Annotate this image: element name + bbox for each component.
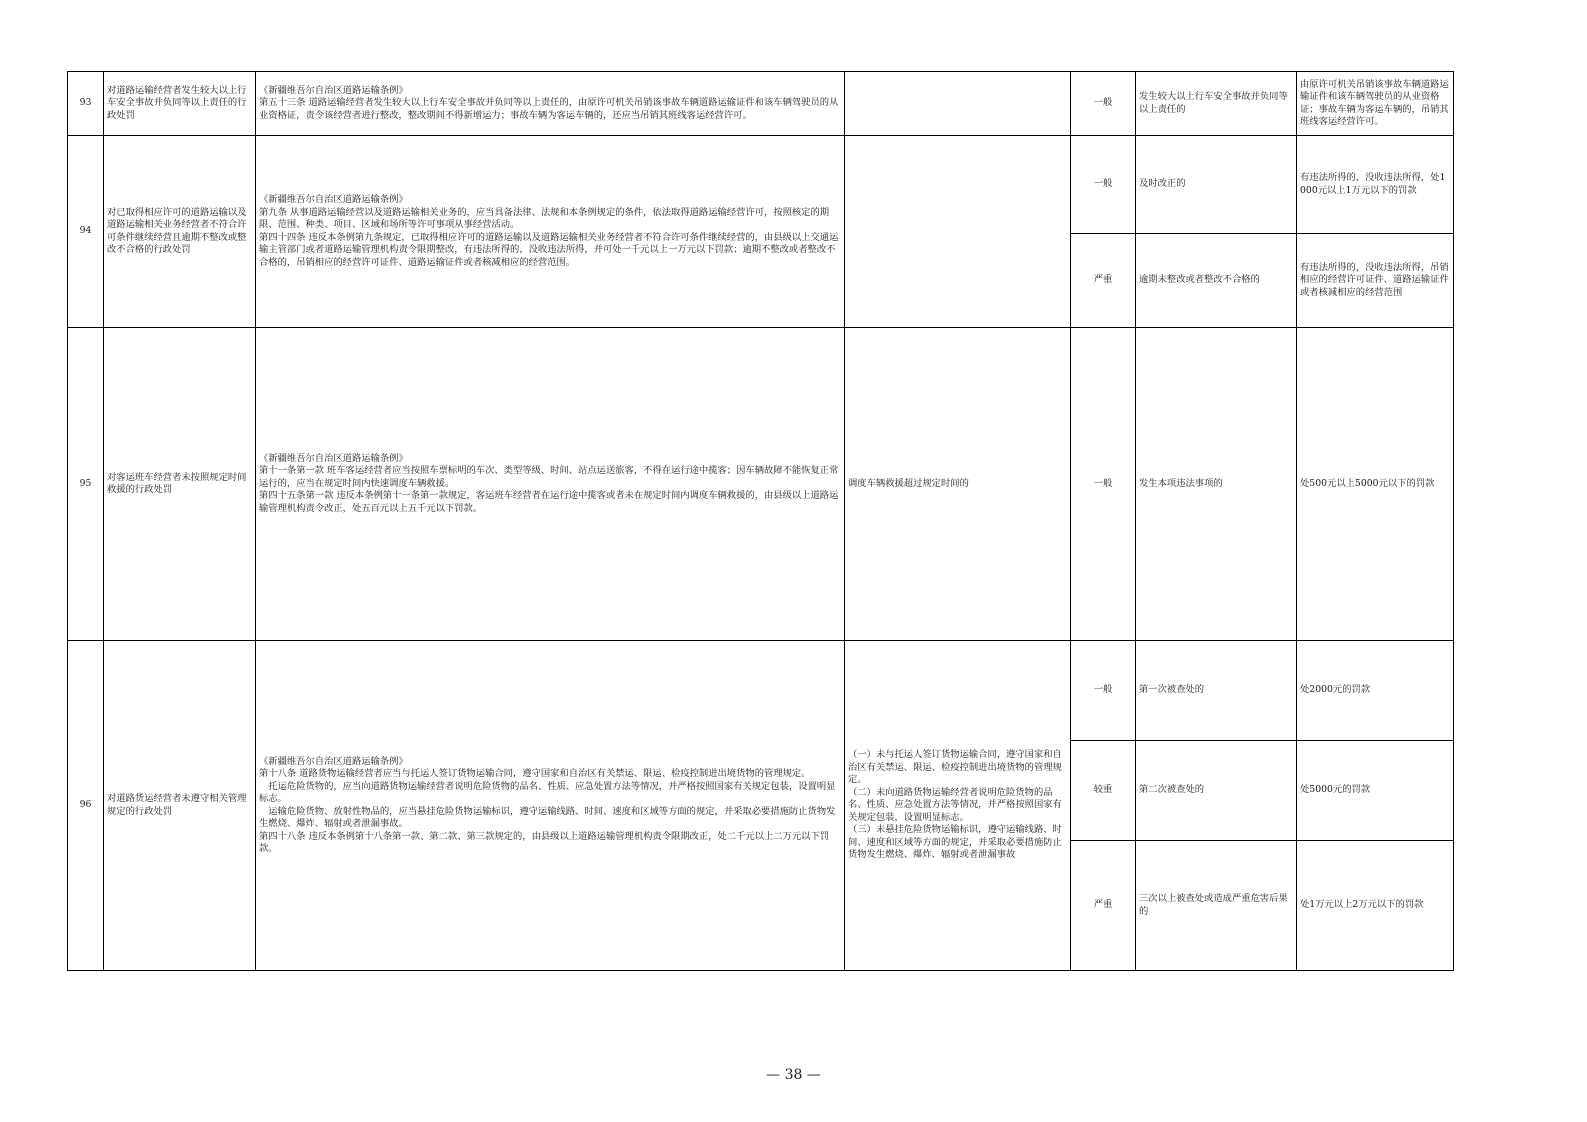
row-number: 96: [68, 641, 104, 971]
penalty-standard: 处1万元以上2万元以下的罚款: [1297, 841, 1454, 971]
penalty-item: 对客运班车经营者未按照规定时间救援的行政处罚: [104, 328, 256, 641]
penalty-standard: 处2000元的罚款: [1297, 641, 1454, 741]
basis-paragraph: 第十八条 道路货物运输经营者应当与托运人签订货物运输合同，遵守国家和自治区有关禁运、限运、检疫控制进出境货物的管理规定。: [259, 768, 811, 779]
legal-basis: [256, 641, 845, 971]
circumstance-paragraph: （三）未悬挂危险货物运输标识，遵守运输线路、时间、速度和区域等方面的规定，并采取必要措施防止货物发生燃烧、爆炸、辐射或者泄漏事故: [848, 824, 1062, 861]
legal-basis: [256, 136, 845, 328]
violation-circumstance: [845, 72, 1071, 136]
penalty-standard: 处500元以上5000元以下的罚款: [1297, 328, 1454, 641]
legal-basis: [256, 328, 845, 641]
row-number: 93: [68, 72, 104, 136]
applicable-condition: 及时改正的: [1136, 136, 1297, 234]
applicable-condition: 第一次被查处的: [1136, 641, 1297, 741]
penalty-standard: 有违法所得的，没收违法所得，吊销相应的经营许可证件、道路运输证件或者核减相应的经营范围: [1297, 234, 1454, 328]
discretion-level: 一般: [1071, 72, 1136, 136]
row-number: 94: [68, 136, 104, 328]
penalty-item: 对道路运输经营者发生较大以上行车安全事故并负同等以上责任的行政处罚: [104, 72, 256, 136]
basis-paragraph: 《新疆维吾尔自治区道路运输条例》: [259, 194, 408, 205]
circumstance-paragraph: （二）未向道路货物运输经营者说明危险货物的品名、性质、应急处置方法等情况，并严格按照国家有关规定包装，设置明显标志。: [848, 786, 1062, 823]
penalty-item: 对道路货运经营者未遵守相关管理规定的行政处罚: [104, 641, 256, 971]
penalty-standard: 有违法所得的，没收违法所得，处1000元以上1万元以下的罚款: [1297, 136, 1454, 234]
table-row: [68, 328, 1454, 641]
applicable-condition: 发生本项违法事项的: [1136, 328, 1297, 641]
basis-paragraph: 第四十四条 违反本条例第九条规定，已取得相应许可的道路运输以及道路运输相关业务经营者不符合许可条件继续经营的，由县级以上交通运输主管部门或者道路运输管理机构责令限期整改，有违法所得的，没收违法所得，并可处一千元以上一万元以下罚款；逾期不整改或者整改不合格的，吊销相应的经营许可证件、道路运输证件或者核减相应的经营范围。: [259, 231, 839, 268]
basis-paragraph: 《新疆维吾尔自治区道路运输条例》: [259, 84, 408, 96]
basis-paragraph: 运输危险货物、放射性物品的，应当悬挂危险货物运输标识，遵守运输线路、时间、速度和区域等方面的规定，并采取必要措施防止货物发生燃烧、爆炸、辐射或者泄漏事故。: [259, 805, 836, 829]
applicable-condition: 三次以上被查处或造成严重危害后果的: [1136, 841, 1297, 971]
penalty-standard: 处5000元的罚款: [1297, 741, 1454, 841]
discretion-level: 一般: [1071, 641, 1136, 741]
discretion-level: 一般: [1071, 328, 1136, 641]
page-number: — 38 —: [766, 1067, 821, 1083]
discretion-level: 严重: [1071, 841, 1136, 971]
violation-circumstance: [845, 641, 1071, 971]
table-row: [68, 72, 1454, 136]
basis-paragraph: 《新疆维吾尔自治区道路运输条例》: [259, 452, 408, 464]
basis-paragraph: 第九条 从事道路运输经营以及道路运输相关业务的，应当具备法律、法规和本条例规定的条件，依法取得道路运输经营许可，按照核定的期限、范围、种类、项目、区域和场所等许可事项从事经营活动。: [259, 206, 830, 230]
applicable-condition: 逾期未整改或者整改不合格的: [1136, 234, 1297, 328]
basis-paragraph: 第四十八条 违反本条例第十八条第一款、第二款、第三款规定的，由县级以上道路运输管理机构责令限期改正，处二千元以上二万元以下罚款。: [259, 830, 830, 854]
discretion-level: 较重: [1071, 741, 1136, 841]
table-row: [68, 136, 1454, 234]
basis-paragraph: 第十一条第一款 班车客运经营者应当按照车票标明的车次、类型等级、时间、站点运送旅客，不得在运行途中揽客；因车辆故障不能恢复正常运行的，应当在规定时间内快速调度车辆救援。: [259, 465, 839, 489]
applicable-condition: 发生较大以上行车安全事故并负同等以上责任的: [1136, 72, 1297, 136]
circumstance-paragraph: （一）未与托运人签订货物运输合同，遵守国家和自治区有关禁运、限运、检疫控制进出境货物的管理规定。: [848, 749, 1062, 786]
violation-circumstance: 调度车辆救援超过规定时间的: [845, 328, 1071, 641]
basis-paragraph: 第五十三条 道路运输经营者发生较大以上行车安全事故并负同等以上责任的，由原许可机关吊销该事故车辆道路运输证件和该车辆驾驶员的从业资格证，责令该经营者进行整改，整改期间不得新增运力；事故车辆为客运车辆的，还应当吊销其班线客运经营许可。: [259, 97, 839, 121]
penalty-standards-table: [67, 71, 1454, 971]
legal-basis: [256, 72, 845, 136]
penalty-standard: 由原许可机关吊销该事故车辆道路运输证件和该车辆驾驶员的从业资格证；事故车辆为客运车辆的，吊销其班线客运经营许可。: [1297, 72, 1454, 136]
basis-paragraph: 第四十五条第一款 违反本条例第十一条第一款规定，客运班车经营者在运行途中揽客或者未在规定时间内调度车辆救援的，由县级以上道路运输管理机构责令改正，处五百元以上五千元以下罚款。: [259, 490, 839, 514]
applicable-condition: 第二次被查处的: [1136, 741, 1297, 841]
basis-paragraph: 托运危险货物的，应当向道路货物运输经营者说明危险货物的品名、性质、应急处置方法等情况，并严格按照国家有关规定包装，设置明显标志。: [259, 780, 836, 804]
table-row: [68, 641, 1454, 741]
discretion-level: 严重: [1071, 234, 1136, 328]
discretion-level: 一般: [1071, 136, 1136, 234]
basis-paragraph: 《新疆维吾尔自治区道路运输条例》: [259, 755, 408, 767]
penalty-item: 对已取得相应许可的道路运输以及道路运输相关业务经营者不符合许可条件继续经营且逾期不整改或整改不合格的行政处罚: [104, 136, 256, 328]
violation-circumstance: [845, 136, 1071, 328]
row-number: 95: [68, 328, 104, 641]
